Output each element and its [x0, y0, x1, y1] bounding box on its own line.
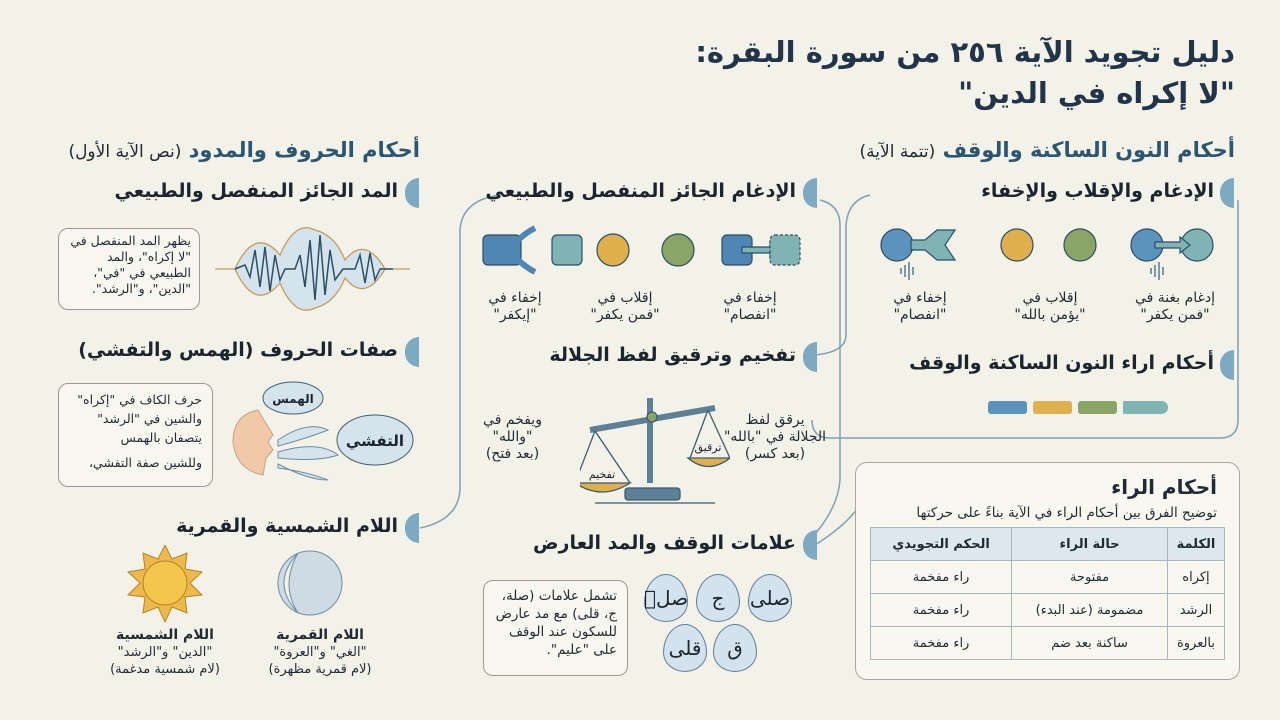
lam-type: (لام شمسية مدغمة): [110, 662, 220, 677]
label-line: إخفاء في: [893, 290, 947, 306]
face-icon: [233, 410, 273, 475]
label-line: "فمن يكفر": [590, 307, 660, 323]
text-line: "والله": [492, 429, 533, 445]
waqf-symbol: صلۚ: [644, 574, 688, 622]
label-ikhfa-infisam: [700, 290, 800, 324]
label-ikhfa-yakfur: [470, 290, 560, 324]
color-segment: [988, 401, 1027, 414]
cell: مفتوحة: [1012, 561, 1168, 594]
label-line: إخفاء في: [488, 290, 542, 306]
label-ikhfa: [870, 290, 970, 324]
heading-idgham-jaiz: الإدغام الجائز المنفصل والطبيعي: [485, 180, 796, 202]
label-line: إدغام بغنة في: [1134, 290, 1216, 306]
lam-shamsiya: [95, 627, 235, 678]
column-header: حالة الراء: [1012, 528, 1168, 561]
sun-icon: [128, 545, 202, 622]
waqf-symbol: قلى: [663, 624, 707, 672]
cell: الرشد: [1167, 594, 1224, 627]
madd-note: يظهر المد المنفصل في "لا إكراه"، والمد الطبيعي في "في"، "الدين"، و"الرشد".: [58, 228, 200, 310]
label-line: "انفصام": [893, 307, 947, 323]
waqf-symbol: ق: [713, 624, 757, 672]
lam-examples: "الغي" و"العروة": [273, 645, 367, 660]
label-line: "انفصام": [723, 307, 777, 323]
heading-sifat: صفات الحروف (الهمس والتفشي): [78, 339, 398, 361]
noon-rules-icons: [875, 225, 1225, 285]
cell: راء مفخمة: [871, 594, 1012, 627]
tafkhim-text: [470, 412, 555, 463]
waqf-symbol: صلى: [748, 574, 792, 622]
waqf-note: تشمل علامات (صلة، ج، قلى) مع مد عارض للسكون عند الوقف على "عليم".: [483, 580, 628, 676]
lam-title: اللام الشمسية: [116, 627, 214, 643]
text-line: يرقق لفظ: [745, 412, 805, 428]
heading-madd: المد الجائز المنفصل والطبيعي: [114, 180, 398, 202]
ra-rules-title: أحكام الراء: [1111, 475, 1217, 499]
moon-icon: [278, 551, 342, 615]
waqf-symbol: ج: [696, 574, 740, 622]
text-line: الجلالة في "بالله": [723, 429, 827, 445]
cell: بالعروة: [1167, 627, 1224, 660]
cell: إكراه: [1167, 561, 1224, 594]
title-line1: دليل تجويد الآية ٢٥٦ من سورة البقرة:: [695, 35, 1235, 69]
color-segment: [1033, 401, 1072, 414]
cell: راء مفخمة: [871, 627, 1012, 660]
cell: ساكنة بعد ضم: [1012, 627, 1168, 660]
ra-rules-table: [870, 527, 1225, 660]
column-header: الحكم التجويدي: [871, 528, 1012, 561]
label-iqlab: [990, 290, 1110, 324]
header-sub: (تتمة الآية): [859, 142, 936, 162]
bubble-hams-label: الهمس: [272, 392, 314, 406]
lam-examples: "الدين" و"الرشد": [117, 645, 213, 660]
cell: مضمومة (عند البدء): [1012, 594, 1168, 627]
heading-lam: اللام الشمسية والقمرية: [176, 515, 398, 537]
title-line2: "لا إكراه في الدين": [958, 76, 1235, 110]
label-line: إقلاب في: [1022, 290, 1078, 306]
heading-noon-stop-rules: أحكام اراء النون الساكنة والوقف: [909, 352, 1214, 374]
ikhfa-icon: [881, 229, 913, 261]
lam-title: اللام القمرية: [276, 627, 364, 643]
pan-left-label: تفخيم: [588, 468, 616, 481]
heading-tafkhim-tarqiq: تفخيم وترقيق لفظ الجلالة: [549, 344, 796, 366]
left-column-header: [68, 138, 420, 162]
note-text: وللشين صفة التفشي،: [89, 455, 202, 470]
label-iqlab-yakfur: [570, 290, 680, 324]
label-line: "فمن يكفر": [1140, 307, 1210, 323]
heading-idgham-iqlab-ikhfa: الإدغام والإقلاب والإخفاء: [981, 180, 1214, 202]
table-header-row: [871, 528, 1225, 561]
idgham-icons: [480, 225, 805, 285]
header-sub: (نص الآية الأول): [68, 142, 182, 162]
cell: راء مفخمة: [871, 561, 1012, 594]
table-row: [871, 594, 1225, 627]
sun-moon-icons: [120, 545, 360, 630]
heading-waqf-marks: علامات الوقف والمد العارض: [532, 532, 796, 554]
right-column-header: [860, 138, 1235, 162]
color-bar: [988, 401, 1168, 414]
label-line: إخفاء في: [723, 290, 777, 306]
ra-rules-card: [855, 462, 1240, 680]
color-segment: [1078, 401, 1117, 414]
text-line: ويفخم في: [483, 412, 542, 428]
whisper-illustration: [228, 380, 418, 490]
column-header: الكلمة: [1167, 528, 1224, 561]
text-line: (بعد فتح): [485, 446, 540, 462]
sound-wave-icon: [215, 225, 410, 313]
pan-right-label: ترقيق: [694, 441, 722, 454]
header-text: أحكام الحروف والمدود: [188, 138, 420, 162]
tarqiq-text: [715, 412, 835, 463]
header-text: أحكام النون الساكنة والوقف: [942, 138, 1235, 162]
label-line: إقلاب في: [597, 290, 653, 306]
ra-rules-subtitle: توضيح الفرق بين أحكام الراء في الآية بناءً على حركتها: [916, 505, 1217, 521]
table-row: [871, 627, 1225, 660]
text-line: (بعد كسر): [744, 446, 806, 462]
scale-icon: [580, 383, 730, 508]
lam-qamariya: [255, 627, 385, 678]
label-idgham: [1120, 290, 1230, 324]
lam-type: (لام قمرية مظهرة): [268, 662, 372, 677]
bubble-tafashshi-label: التفشي: [345, 432, 405, 450]
note-text: حرف الكاف في "إكراه" والشين في "الرشد" يتصفان بالهمس: [77, 392, 202, 445]
sifat-note: [58, 383, 213, 487]
label-line: "يؤمن بالله": [1014, 307, 1086, 323]
table-row: [871, 561, 1225, 594]
color-segment: [1123, 401, 1168, 414]
iqlab-icon: [1001, 229, 1033, 261]
label-line: "إيكفر": [493, 307, 537, 323]
